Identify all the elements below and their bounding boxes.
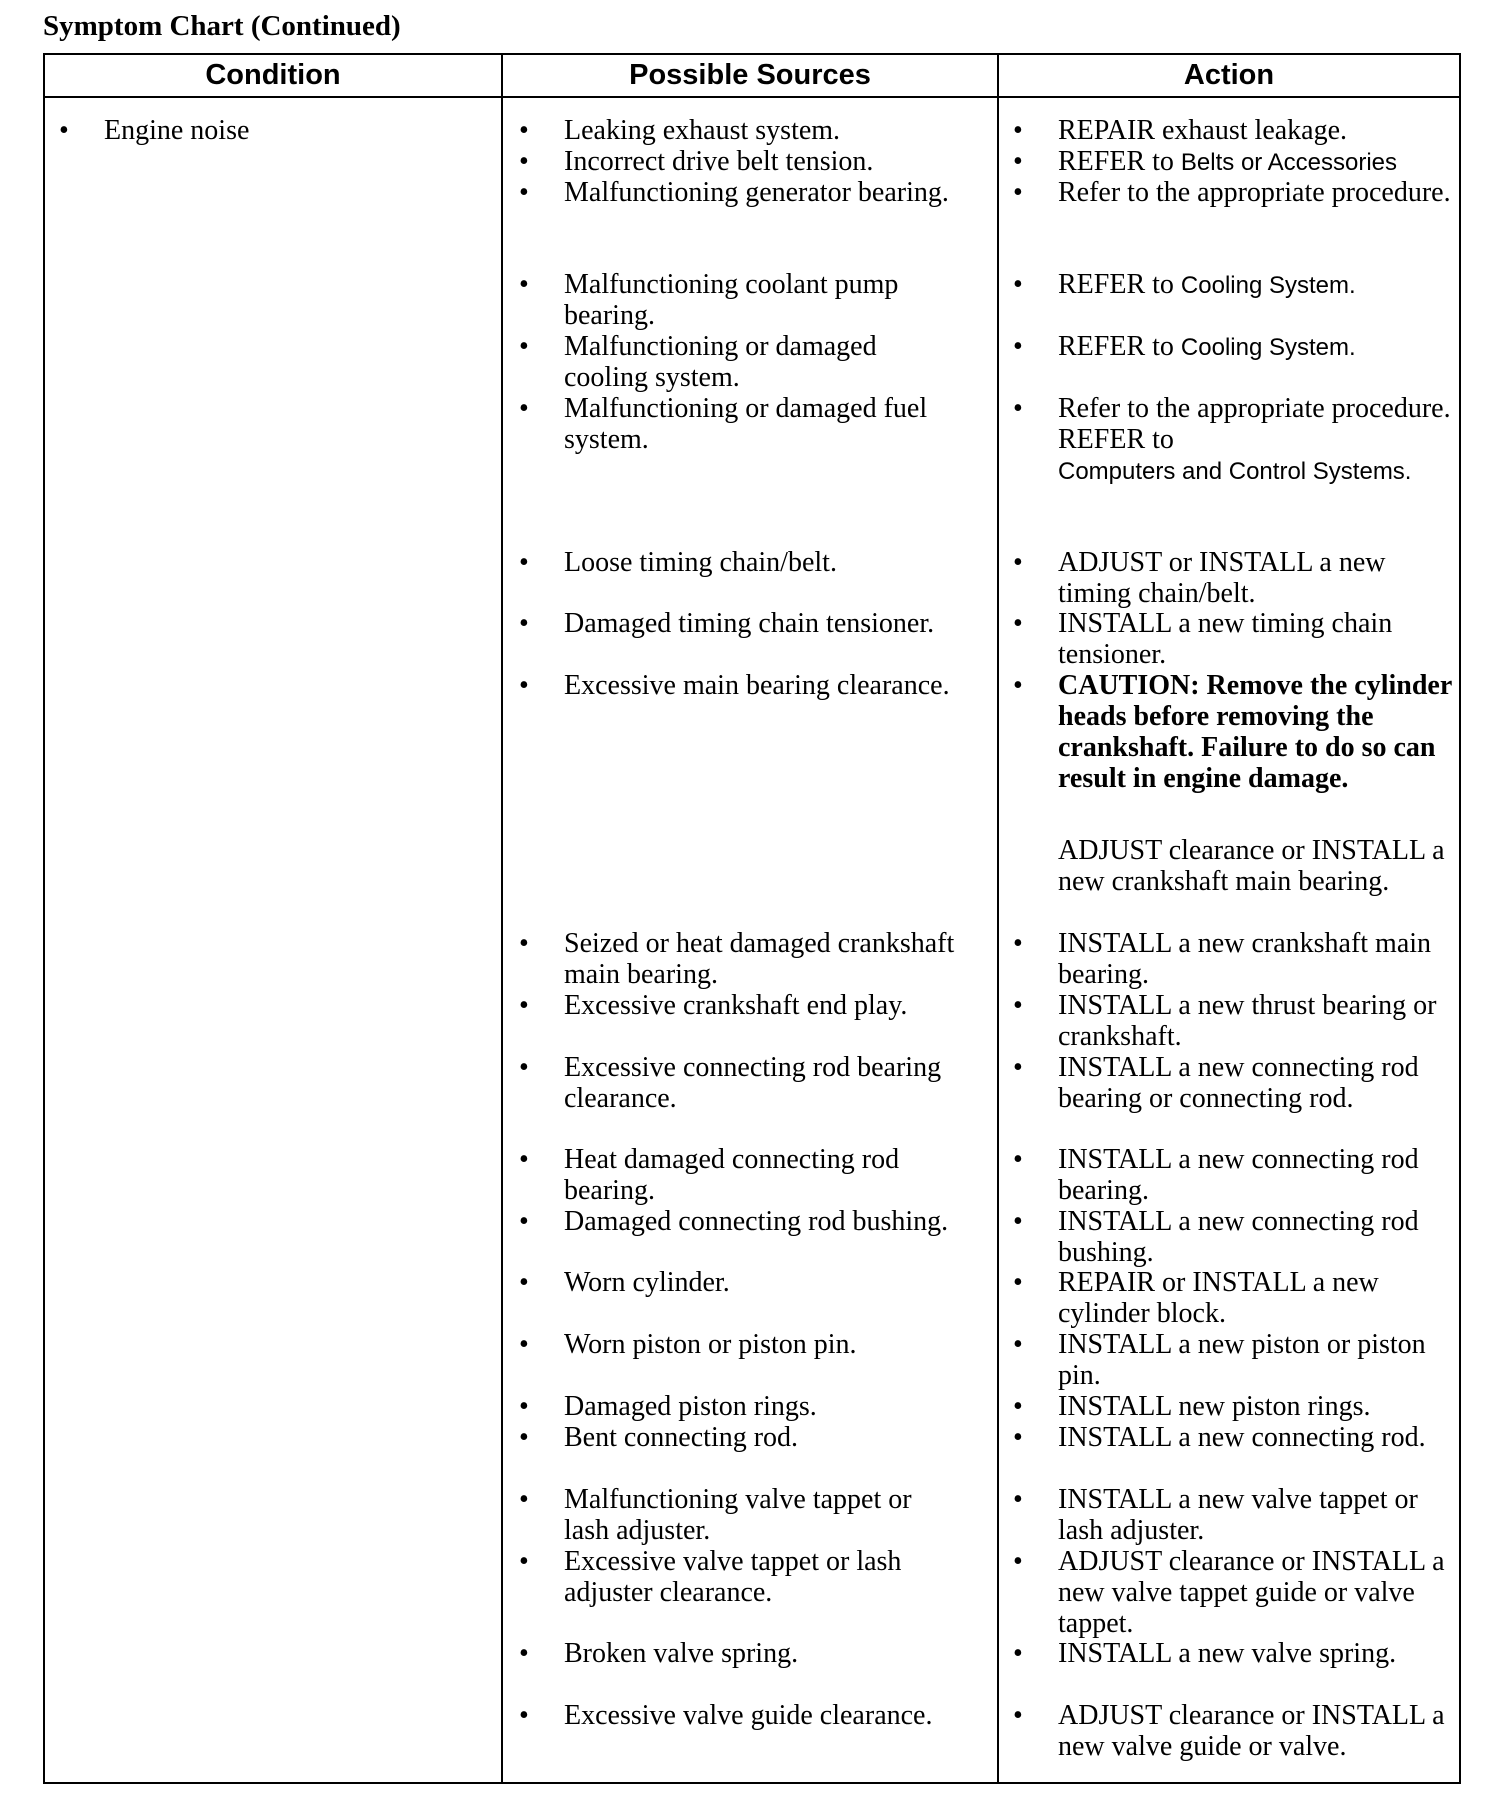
action-item: • REFER to Belts or Accessories [1013,146,1398,177]
source-item: • Damaged piston rings. [519,1391,817,1422]
header-action: Action [1183,59,1275,91]
action-item: • REPAIR or INSTALL a new cylinder block. [1013,1267,1379,1329]
source-item: • Leaking exhaust system. [519,115,841,146]
source-item: • Broken valve spring. [519,1638,799,1669]
source-item: • Excessive valve tappet or lash adjuster clearance. [519,1546,902,1608]
caution-text: CAUTION: Remove the cylinder heads before removing the crankshaft. Failure to do so can result in engine damage. [1058,670,1452,794]
condition-item: • Engine noise [59,115,250,146]
action-item: • INSTALL a new thrust bearing or crankshaft. [1013,990,1437,1052]
source-item: • Incorrect drive belt tension. [519,146,874,177]
action-item: ADJUST clearance or INSTALL a new crankshaft main bearing. [1058,835,1445,897]
action-item: • INSTALL a new connecting rod bearing. [1013,1144,1419,1206]
action-item: • INSTALL a new connecting rod. [1013,1422,1426,1453]
source-item: • Heat damaged connecting rod bearing. [519,1144,900,1206]
action-item: • INSTALL a new piston or piston pin. [1013,1329,1426,1391]
action-item: • INSTALL new piston rings. [1013,1391,1371,1422]
source-item: • Excessive valve guide clearance. [519,1700,933,1731]
source-item: • Bent connecting rod. [519,1422,799,1453]
source-item: • Worn cylinder. [519,1267,730,1298]
source-item: • Loose timing chain/belt. [519,547,837,578]
source-item: • Worn piston or piston pin. [519,1329,857,1360]
column-divider [997,55,999,1782]
source-item: • Malfunctioning valve tappet or lash adjuster. [519,1484,912,1546]
source-item: • Damaged connecting rod bushing. [519,1206,949,1237]
action-item: • INSTALL a new connecting rod bearing or connecting rod. [1013,1052,1419,1114]
action-item-caution: • CAUTION: Remove the cylinder heads before removing the crankshaft. Failure to do so can result in engine damage. [1013,670,1452,794]
source-item: • Excessive crankshaft end play. [519,990,908,1021]
action-item: • INSTALL a new valve spring. [1013,1638,1397,1669]
page-title: Symptom Chart (Continued) [43,10,401,42]
action-item: • REPAIR exhaust leakage. [1013,115,1348,146]
source-item: • Malfunctioning or damaged cooling system. [519,331,877,393]
action-item: • Refer to the appropriate procedure. REFER to Computers and Control Systems. [1013,393,1451,485]
source-item: • Excessive main bearing clearance. [519,670,950,701]
action-item: • REFER to Cooling System. [1013,269,1356,300]
action-item: • ADJUST clearance or INSTALL a new valve tappet guide or valve tappet. [1013,1546,1445,1639]
source-item: • Malfunctioning coolant pump bearing. [519,269,899,331]
header-possible-sources: Possible Sources [629,59,871,91]
header-divider [45,96,1459,98]
action-item: • ADJUST or INSTALL a new timing chain/belt. [1013,547,1386,609]
action-item: • Refer to the appropriate procedure. [1013,177,1451,208]
action-item: • INSTALL a new crankshaft main bearing. [1013,928,1432,990]
source-item: • Excessive connecting rod bearing clearance. [519,1052,942,1114]
action-item: • INSTALL a new valve tappet or lash adjuster. [1013,1484,1418,1546]
header-condition: Condition [205,59,341,91]
source-item: • Damaged timing chain tensioner. [519,608,935,639]
action-item: • INSTALL a new connecting rod bushing. [1013,1206,1419,1268]
action-item: • INSTALL a new timing chain tensioner. [1013,608,1393,670]
symptom-table [43,53,1461,1784]
action-item: • REFER to Cooling System. [1013,331,1356,362]
action-item: • ADJUST clearance or INSTALL a new valve guide or valve. [1013,1700,1445,1762]
source-item: • Seized or heat damaged crankshaft main bearing. [519,928,955,990]
source-item: • Malfunctioning or damaged fuel system. [519,393,928,455]
column-divider [501,55,503,1782]
source-item: • Malfunctioning generator bearing. [519,177,949,208]
